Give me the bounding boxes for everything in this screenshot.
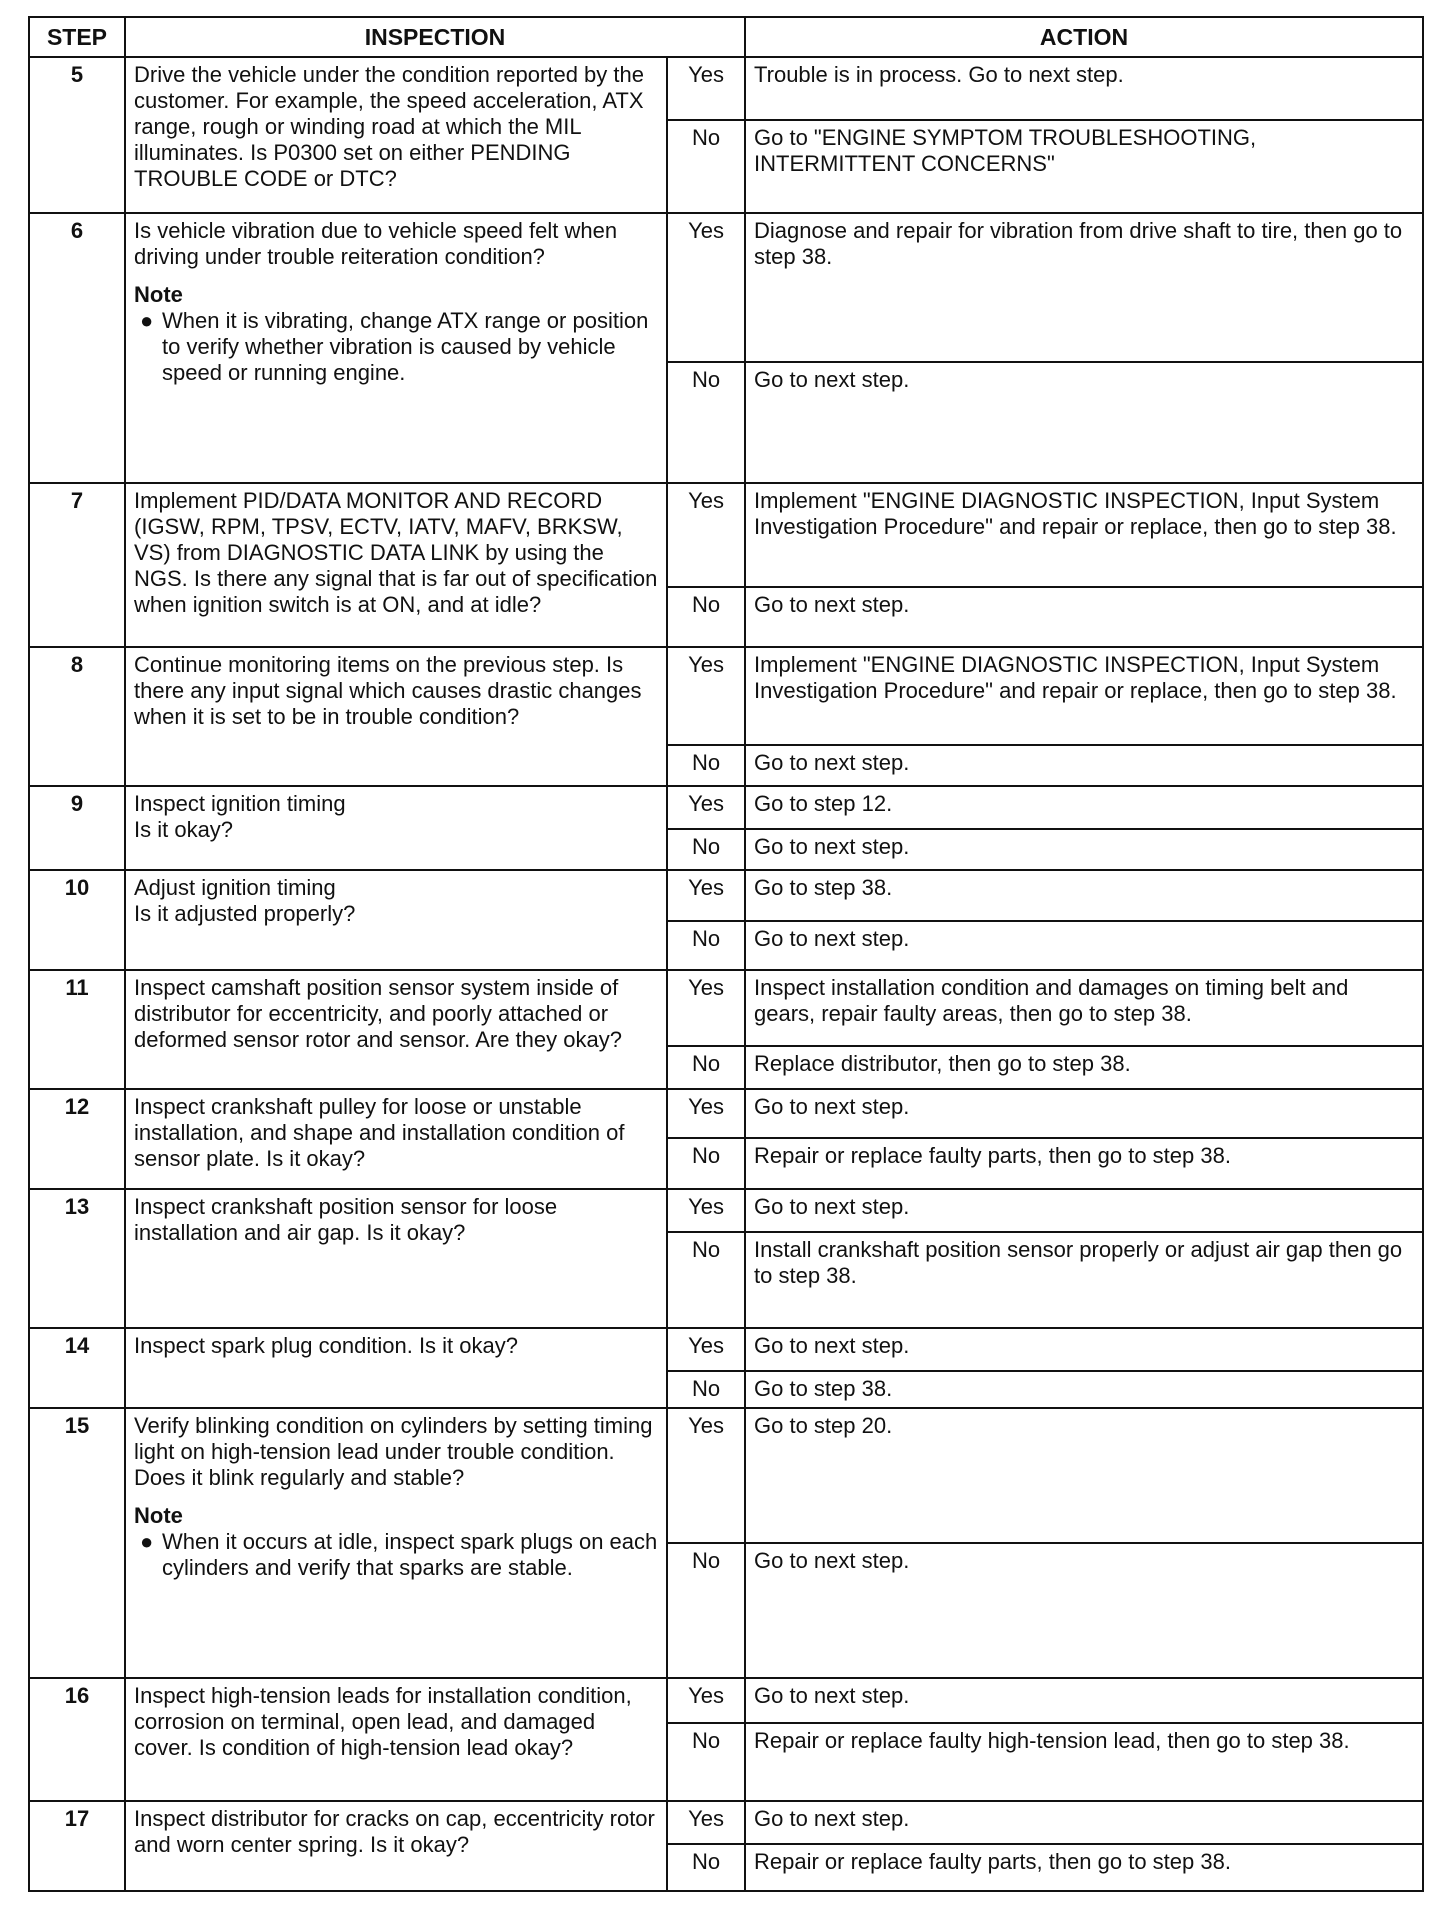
table-row: [29, 1801, 1423, 1844]
no-action: Repair or replace faulty parts, then go to step 38.: [745, 1138, 1423, 1189]
no-label: No: [667, 362, 745, 483]
diagnostic-table: [28, 16, 1424, 1892]
inspection-text: Inspect crankshaft position sensor for loose installation and air gap. Is it okay?: [125, 1189, 667, 1328]
bullet-icon: ●: [140, 1528, 154, 1554]
step-number: 15: [29, 1408, 125, 1678]
no-action: Go to "ENGINE SYMPTOM TROUBLESHOOTING, INTERMITTENT CONCERNS": [745, 120, 1423, 212]
step-number: 6: [29, 213, 125, 483]
inspection-text: Inspect spark plug condition. Is it okay?: [125, 1328, 667, 1408]
no-action: Go to next step.: [745, 745, 1423, 786]
no-action: Repair or replace faulty high-tension lead, then go to step 38.: [745, 1723, 1423, 1801]
yes-action: Go to step 38.: [745, 870, 1423, 921]
yes-label: Yes: [667, 1328, 745, 1371]
no-action: Install crankshaft position sensor properly or adjust air gap then go to step 38.: [745, 1232, 1423, 1328]
no-label: No: [667, 587, 745, 646]
inspection-line: Adjust ignition timing: [134, 874, 336, 900]
inspection-text: Inspect high-tension leads for installation condition, corrosion on terminal, open lead, and damaged cover. Is condition of high-tension lead okay?: [125, 1678, 667, 1801]
no-label: No: [667, 1371, 745, 1408]
inspection-cell: [125, 786, 667, 870]
table-row: [29, 870, 1423, 921]
table-row: [29, 1189, 1423, 1232]
inspection-cell: [125, 1408, 667, 1678]
table-row: [29, 57, 1423, 120]
step-number: 12: [29, 1089, 125, 1189]
note-text: When it is vibrating, change ATX range or position to verify whether vibration is caused by vehicle speed or running engine.: [162, 307, 649, 385]
yes-label: Yes: [667, 970, 745, 1046]
yes-action: Diagnose and repair for vibration from drive shaft to tire, then go to step 38.: [745, 213, 1423, 362]
table-row: [29, 647, 1423, 745]
yes-action: Go to next step.: [745, 1328, 1423, 1371]
table-row: [29, 1089, 1423, 1138]
table-row: [29, 970, 1423, 1046]
header-action: ACTION: [745, 17, 1423, 57]
yes-action: Go to next step.: [745, 1189, 1423, 1232]
note-text: When it occurs at idle, inspect spark plugs on each cylinders and verify that sparks are stable.: [162, 1528, 658, 1580]
inspection-text: Is vehicle vibration due to vehicle speed felt when driving under trouble reiteration condition?: [134, 217, 618, 269]
inspection-cell: [125, 870, 667, 970]
no-label: No: [667, 1232, 745, 1328]
table-row: [29, 1408, 1423, 1543]
yes-label: Yes: [667, 1189, 745, 1232]
yes-label: Yes: [667, 647, 745, 745]
step-number: 14: [29, 1328, 125, 1408]
no-label: No: [667, 745, 745, 786]
yes-label: Yes: [667, 213, 745, 362]
header-step: STEP: [29, 17, 125, 57]
no-action: Replace distributor, then go to step 38.: [745, 1046, 1423, 1089]
no-label: No: [667, 921, 745, 970]
yes-label: Yes: [667, 483, 745, 587]
yes-action: Go to step 20.: [745, 1408, 1423, 1543]
inspection-text: Verify blinking condition on cylinders by setting timing light on high-tension lead under trouble condition. Does it blink regularly and stable?: [134, 1412, 653, 1490]
no-label: No: [667, 1046, 745, 1089]
step-number: 10: [29, 870, 125, 970]
inspection-text: Continue monitoring items on the previous step. Is there any input signal which causes drastic changes when it is set to be in trouble condition?: [125, 647, 667, 786]
yes-label: Yes: [667, 57, 745, 120]
header-row: [29, 17, 1423, 57]
table-row: [29, 1678, 1423, 1723]
inspection-cell: [125, 213, 667, 483]
no-label: No: [667, 120, 745, 212]
no-label: No: [667, 1138, 745, 1189]
no-action: Go to next step.: [745, 587, 1423, 646]
no-action: Go to next step.: [745, 829, 1423, 870]
step-number: 13: [29, 1189, 125, 1328]
inspection-line: Inspect ignition timing: [134, 790, 346, 816]
yes-label: Yes: [667, 1801, 745, 1844]
table-row: [29, 786, 1423, 829]
no-action: Go to next step.: [745, 921, 1423, 970]
yes-label: Yes: [667, 786, 745, 829]
step-number: 11: [29, 970, 125, 1089]
inspection-line: Is it adjusted properly?: [134, 900, 356, 926]
inspection-text: Inspect distributor for cracks on cap, eccentricity rotor and worn center spring. Is it okay?: [125, 1801, 667, 1891]
inspection-line: Is it okay?: [134, 816, 234, 842]
table-row: [29, 213, 1423, 362]
yes-action: Implement "ENGINE DIAGNOSTIC INSPECTION, Input System Investigation Procedure" and repair or replace, then go to step 38.: [745, 647, 1423, 745]
table-row: [29, 1328, 1423, 1371]
yes-label: Yes: [667, 1408, 745, 1543]
no-label: No: [667, 829, 745, 870]
yes-label: Yes: [667, 870, 745, 921]
no-action: Repair or replace faulty parts, then go to step 38.: [745, 1844, 1423, 1891]
yes-action: Implement "ENGINE DIAGNOSTIC INSPECTION, Input System Investigation Procedure" and repair or replace, then go to step 38.: [745, 483, 1423, 587]
step-number: 7: [29, 483, 125, 647]
no-label: No: [667, 1844, 745, 1891]
step-number: 17: [29, 1801, 125, 1891]
inspection-text: Inspect camshaft position sensor system inside of distributor for eccentricity, and poorly attached or deformed sensor rotor and sensor. Are they okay?: [125, 970, 667, 1089]
yes-action: Go to next step.: [745, 1678, 1423, 1723]
header-inspection: INSPECTION: [125, 17, 745, 57]
yes-action: Go to next step.: [745, 1801, 1423, 1844]
note-item: [134, 308, 658, 386]
note-title: Note: [134, 281, 183, 307]
table-row: [29, 483, 1423, 587]
note-item: [134, 1529, 658, 1581]
inspection-text: Inspect crankshaft pulley for loose or unstable installation, and shape and installation condition of sensor plate. Is it okay?: [125, 1089, 667, 1189]
step-number: 8: [29, 647, 125, 786]
step-number: 16: [29, 1678, 125, 1801]
yes-label: Yes: [667, 1089, 745, 1138]
yes-action: Inspect installation condition and damages on timing belt and gears, repair faulty areas, then go to step 38.: [745, 970, 1423, 1046]
bullet-icon: ●: [140, 307, 154, 333]
yes-action: Go to next step.: [745, 1089, 1423, 1138]
yes-action: Go to step 12.: [745, 786, 1423, 829]
no-action: Go to next step.: [745, 362, 1423, 483]
yes-action: Trouble is in process. Go to next step.: [745, 57, 1423, 120]
no-action: Go to step 38.: [745, 1371, 1423, 1408]
step-number: 9: [29, 786, 125, 870]
no-label: No: [667, 1723, 745, 1801]
inspection-text: Drive the vehicle under the condition reported by the customer. For example, the speed acceleration, ATX range, rough or winding road at which the MIL illuminates. Is P0300 set on either PENDING TROUBLE CODE or DTC?: [125, 57, 667, 213]
no-label: No: [667, 1543, 745, 1678]
step-number: 5: [29, 57, 125, 213]
no-action: Go to next step.: [745, 1543, 1423, 1678]
inspection-text: Implement PID/DATA MONITOR AND RECORD (IGSW, RPM, TPSV, ECTV, IATV, MAFV, BRKSW, VS) from DIAGNOSTIC DATA LINK by using the NGS. Is there any signal that is far out of specification when ignition switch is at ON, and at idle?: [125, 483, 667, 647]
note-title: Note: [134, 1502, 183, 1528]
yes-label: Yes: [667, 1678, 745, 1723]
